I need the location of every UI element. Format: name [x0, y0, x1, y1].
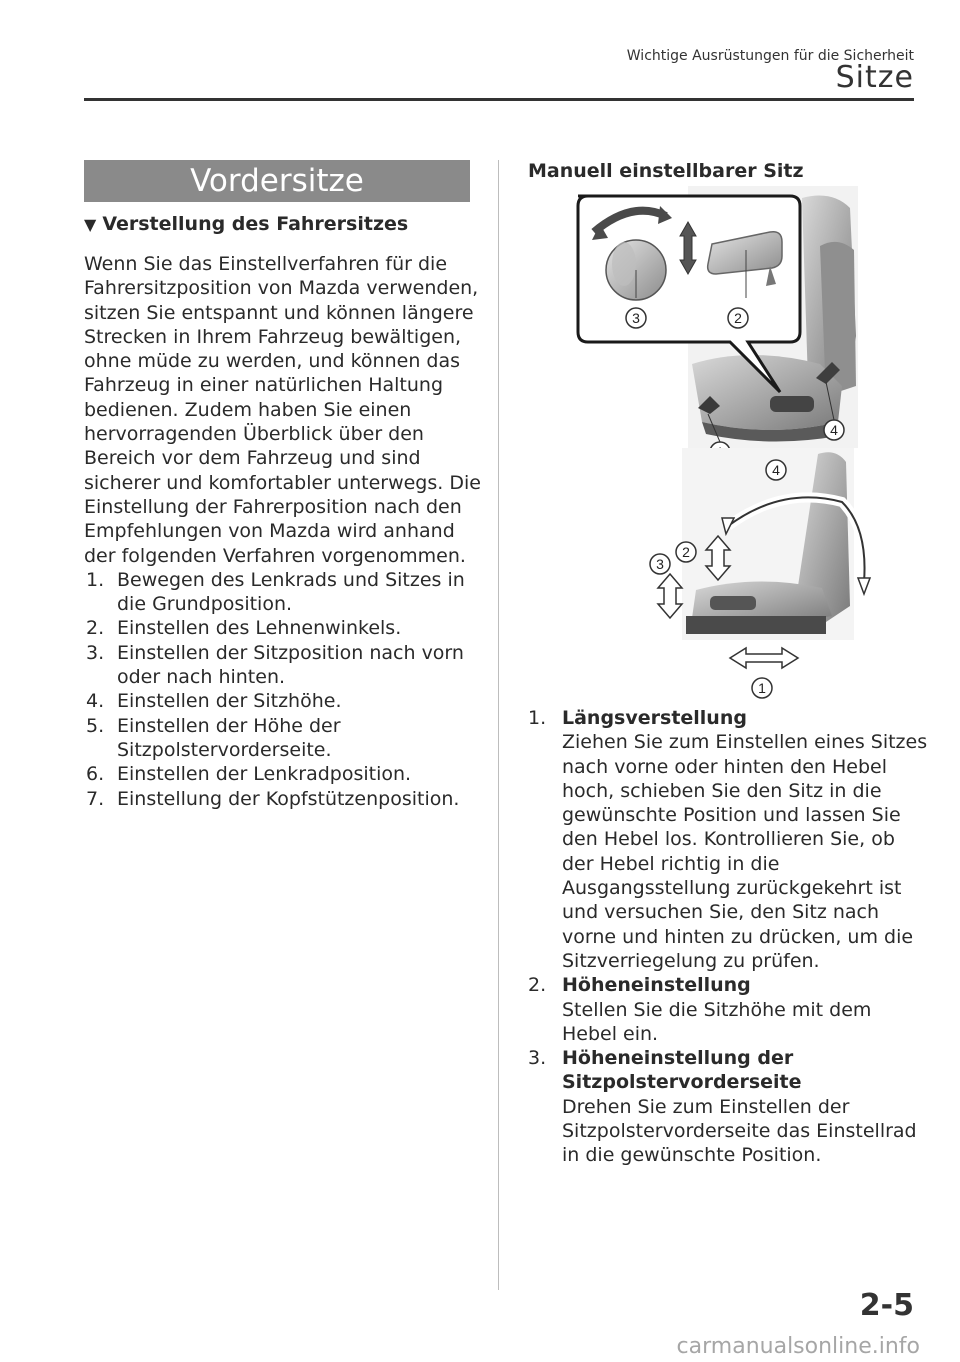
header-rule	[84, 98, 914, 101]
column-divider	[498, 160, 499, 1290]
list-item: 2. Höheneinstellung Stellen Sie die Sitzhöhe mit dem Hebel ein.	[528, 973, 928, 1046]
list-item: 1. Bewegen des Lenkrads und Sitzes in die Grundposition.	[86, 568, 465, 616]
list-item: 5. Einstellen der Höhe der Sitzpolstervorderseite.	[86, 714, 341, 761]
list-item: 4. Einstellen der Sitzhöhe.	[86, 690, 342, 713]
list-item: 1. Längsverstellung Ziehen Sie zum Einstellen eines Sitzes nach vorne oder hinten den Hebel hoch, schieben Sie den Sitz in die gewünschte Position und lassen Sie den Hebel los. Kontrollieren Sie, ob der Hebel richtig in die Ausgangsstellung zurückgekehrt ist und versuchen Sie, den Sitz nach vorne und hinten zu drücken, um die Sitzverriegelung zu prüfen.	[528, 707, 928, 972]
list-item: 2. Einstellen des Lehnenwinkels.	[86, 617, 402, 640]
list-item: 3. Höheneinstellung der Sitzpolstervorderseite Drehen Sie zum Einstellen der Sitzpolstervorderseite das Einstellrad in die gewünschte Position.	[528, 1046, 928, 1167]
callout-label-3: 3	[632, 310, 640, 326]
item-text: Ziehen Sie zum Einstellen eines Sitzes nach vorne oder hinten den Hebel hoch, schieben Sie den Sitz in die gewünschte Position und lassen Sie den Hebel los. Kontrollieren Sie, ob der Hebel richtig in die Ausgangsstellung zurückgekehrt ist und versuchen Sie, den Sitz nach vorne und hinten zu drücken, um die Sitzverriegelung zu prüfen.	[562, 731, 928, 972]
section-heading: Vordersitze	[84, 160, 470, 202]
triangle-down-icon: ▼	[84, 215, 97, 234]
item-title: Längsverstellung	[562, 707, 747, 729]
list-item: 7. Einstellung der Kopfstützenposition.	[86, 787, 460, 810]
callout-label-2: 2	[734, 310, 742, 326]
left-column-text	[84, 252, 484, 811]
seat-illustration	[520, 186, 920, 706]
intro-paragraph: Wenn Sie das Einstellverfahren für die Fahrersitzposition von Mazda verwenden, sitzen Sie entspannt und können längere Strecken in Ihrem Fahrzeug bewältigen, ohne müde zu werden, und können das Fahrzeug in einer natürlichen Haltung bedienen. Zudem haben Sie einen hervorragenden Überblick über den Bereich vor dem Fahrzeug und sind sicherer und komfortabler unterwegs. Die Einstellung der Fahrerposition nach den Empfehlungen von Mazda wird anhand der folgenden Verfahren vorgenommen.	[84, 253, 481, 567]
list-item: 6. Einstellen der Lenkradposition.	[86, 763, 412, 786]
manual-seat-title: Manuell einstellbarer Sitz	[528, 160, 804, 182]
lower-label-4: 4	[772, 462, 780, 478]
procedure-list	[84, 568, 484, 811]
upper-label-4: 4	[830, 422, 838, 438]
list-item: 3. Einstellen der Sitzposition nach vorn oder nach hinten.	[86, 641, 464, 689]
item-title: Höheneinstellung der Sitzpolstervorderseite	[562, 1047, 802, 1094]
page-number: 2-5	[859, 1288, 914, 1323]
item-text: Drehen Sie zum Einstellen der Sitzpolstervorderseite das Einstellrad in die gewünschte Position.	[562, 1095, 917, 1167]
header-title: Sitze	[835, 60, 914, 95]
lower-label-2: 2	[682, 544, 690, 560]
watermark: carmanualsonline.info	[676, 1334, 920, 1359]
item-title: Höheneinstellung	[562, 974, 751, 997]
item-text: Stellen Sie die Sitzhöhe mit dem Hebel ein.	[562, 998, 872, 1045]
manual-seat-list	[528, 706, 928, 1168]
lower-label-1: 1	[758, 680, 766, 696]
subheading-text: Verstellung des Fahrersitzes	[102, 213, 409, 235]
subheading	[84, 213, 408, 235]
lower-label-3: 3	[656, 556, 664, 572]
header-subtitle: Wichtige Ausrüstungen für die Sicherheit	[626, 48, 914, 64]
